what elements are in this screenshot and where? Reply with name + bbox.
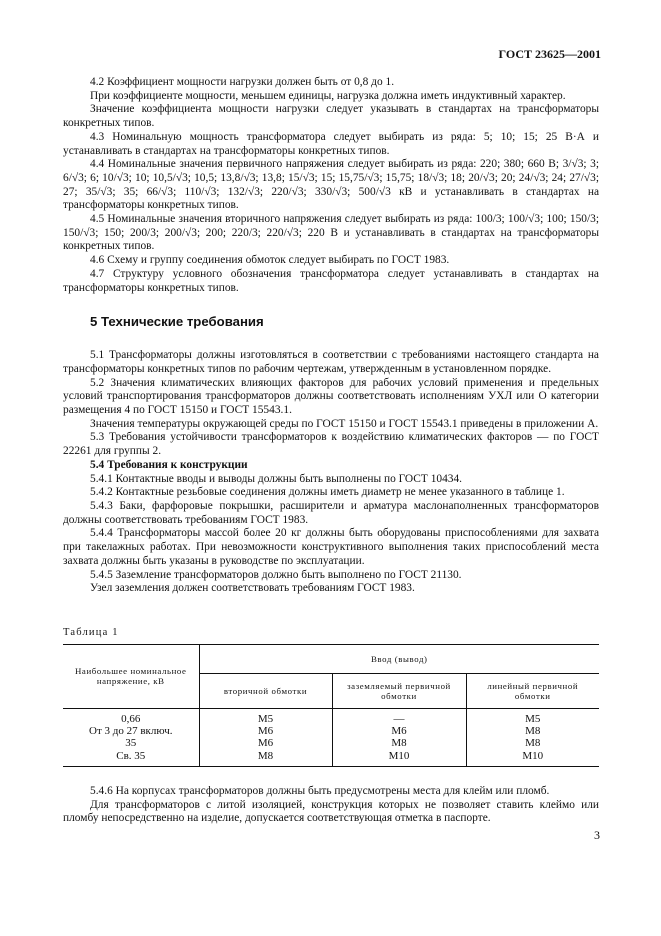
table-cell-voltage: 0,66 [63,708,199,725]
paragraph-4-3: 4.3 Номинальную мощность трансформатора следует выбирать из ряда: 5; 10; 15; 25 В·А и устанавливать в стандартах на трансформаторы конкретных типов. [63,130,599,157]
table-header-voltage: Наибольшее номинальное напряжение, кВ [63,644,199,708]
section-5-title: 5 Технические требования [90,314,264,330]
paragraph-5-4-5: 5.4.5 Заземление трансформаторов должно быть выполнено по ГОСТ 21130. [90,568,462,581]
paragraph-5-3: 5.3 Требования устойчивости трансформаторов к воздействию климатических факторов — по ГОСТ 22261 для группы 2. [63,431,599,458]
subsection-5-4-title: 5.4 Требования к конструкции [90,458,248,471]
paragraph-5-4-6: 5.4.6 На корпусах трансформаторов должны быть предусмотрены места для клейм или пломб. [90,784,550,797]
table-row [63,725,599,737]
paragraph-4-2: 4.2 Коэффициент мощности нагрузки должен быть от 0,8 до 1. [90,76,395,88]
page-number: 3 [594,828,600,842]
table-cell-line: М8 [466,737,599,749]
table-cell-voltage: От 3 до 27 включ. [63,725,199,737]
table-cell-grounded: М6 [332,725,466,737]
paragraph-5-4-4: 5.4.4 Трансформаторы массой более 20 кг должны быть оборудованы приспособлениями для захвата при такелажных работах. При невозможности конструктивного выполнения таких приспособлений места захвата должны быть указаны в руководстве по эксплуатации. [63,527,599,567]
paragraph-5-4-1: 5.4.1 Контактные вводы и выводы должны быть выполнены по ГОСТ 10434. [90,472,463,485]
paragraph-5-4-2: 5.4.2 Контактные резьбовые соединения должны иметь диаметр не менее указанного в таблице 1. [90,486,565,499]
document-body [63,76,599,826]
table-cell-voltage: Св. 35 [63,750,199,767]
document-header-id: ГОСТ 23625—2001 [498,47,601,61]
paragraph-5-4-3: 5.4.3 Баки, фарфоровые покрышки, расширители и арматура маслонаполненных трансформаторов должны соответствовать требованиям ГОСТ 1983. [63,499,599,526]
table-1-caption: Таблица 1 [63,626,119,638]
table-header-secondary: вторичной обмотки [199,673,332,708]
paragraph-4-7: 4.7 Структуру условного обозначения трансформатора следует устанавливать в стандартах на трансформаторы конкретных типов. [63,267,599,294]
table-header-group-input: Ввод (вывод) [199,644,599,673]
table-1 [63,644,599,767]
table-cell-line: М5 [466,708,599,725]
paragraph-4-2-note-2: Значение коэффициента мощности нагрузки следует указывать в стандартах на трансформаторы конкретных типов. [63,103,599,130]
table-cell-voltage: 35 [63,737,199,749]
paragraph-5-1: 5.1 Трансформаторы должны изготовляться в соответствии с требованиями настоящего стандарта на трансформаторы конкретных типов по рабочим чертежам, утвержденным в установленном порядке. [63,349,599,375]
table-row [63,708,599,725]
paragraph-5-2-note: Значения температуры окружающей среды по ГОСТ 15150 и ГОСТ 15543.1 приведены в приложении А. [90,417,599,430]
table-header-grounded-primary: заземляемый первичной обмотки [332,673,466,708]
table-cell-secondary: М8 [199,750,332,767]
table-cell-line: М8 [466,725,599,737]
table-row [63,737,599,749]
paragraph-5-4-5-note: Узел заземления должен соответствовать требованиям ГОСТ 1983. [90,582,415,595]
paragraph-4-4: 4.4 Номинальные значения первичного напряжения следует выбирать из ряда: 220; 380; 660 В; 3/√3; 3; 6/√3; 6; 10/√3; 10; 10,5/√3; 10,5; 13,8/√3; 13,8; 15/√3; 15; 15,75/√3; 15,75; 18/√3; 18; 20/√3; 20; 24/√3; 24; 27/√3; 27; 35/√3; 35; 66/√3; 110/√3; 132/√3; 220/√3; 330/√3; 500/√3 кВ и устанавливать в стандартах на трансформаторы конкретных типов. [63,158,599,212]
paragraph-4-2-note: При коэффициенте мощности, меньшем единицы, нагрузка должна иметь индуктивный характер. [90,89,566,102]
paragraph-5-4-6-note: Для трансформаторов с литой изоляцией, конструкция которых не позволяет ставить клеймо или пломбу непосредственно на изделие, допускается соответствующая отметка в паспорте. [63,798,599,825]
paragraph-4-6: 4.6 Схему и группу соединения обмоток следует выбирать по ГОСТ 1983. [90,254,450,267]
table-cell-grounded: М10 [332,750,466,767]
table-cell-secondary: М6 [199,725,332,737]
table-cell-secondary: М6 [199,737,332,749]
paragraph-5-2: 5.2 Значения климатических влияющих факторов для рабочих условий применения и предельных условий транспортирования трансформаторов должны соответствовать исполнениям УХЛ или О категории размещения 4 по ГОСТ 15150 и ГОСТ 15543.1. [63,376,599,417]
table-cell-line: М10 [466,750,599,767]
table-cell-grounded: М8 [332,737,466,749]
table-header-line-primary: линейный первичной обмотки [466,673,599,708]
table-row [63,750,599,767]
paragraph-4-5: 4.5 Номинальные значения вторичного напряжения следует выбирать из ряда: 100/3; 100/√3; 100; 150/3; 150/√3; 150; 200/3; 200/√3; 200; 220/3; 220/√3; 220 В и устанавливать в стандартах на трансформаторы конкретных типов. [63,213,599,253]
table-cell-secondary: М5 [199,708,332,725]
table-cell-grounded: — [332,708,466,725]
